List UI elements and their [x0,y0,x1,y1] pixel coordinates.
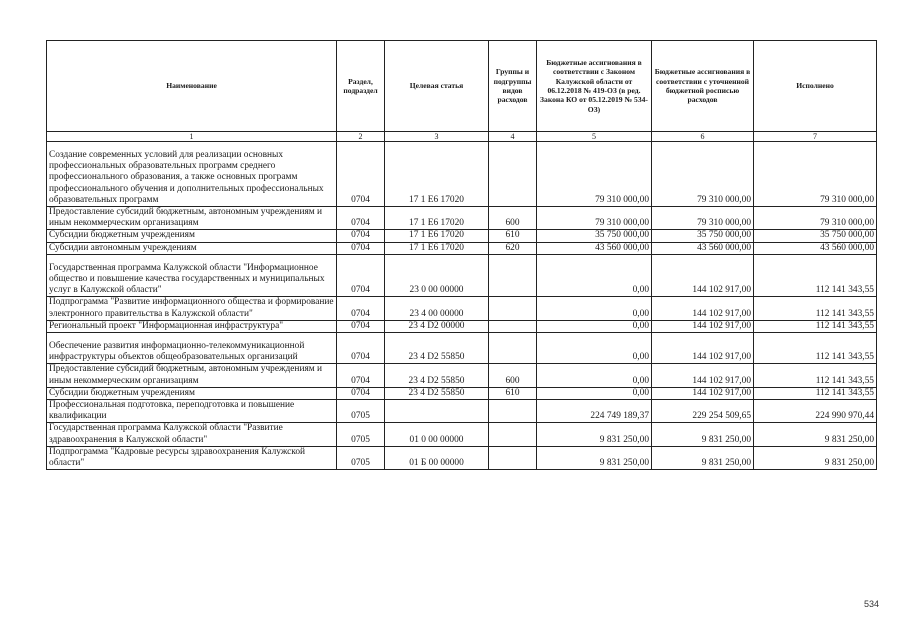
page-number: 534 [864,599,880,609]
header-row [47,41,877,132]
row-name: Региональный проект "Информационная инфраструктура" [47,320,337,332]
budget-table [46,40,877,470]
table-row [47,207,877,230]
row-section: 0705 [337,446,385,469]
row-refined-amount: 79 310 000,00 [652,207,754,230]
row-law-amount: 0,00 [537,333,652,364]
row-executed-amount: 35 750 000,00 [754,230,877,242]
row-target: 23 4 D2 00000 [385,320,489,332]
row-refined-amount: 9 831 250,00 [652,446,754,469]
row-executed-amount: 112 141 343,55 [754,297,877,320]
row-refined-amount: 144 102 917,00 [652,320,754,332]
column-number: 1 [47,132,337,142]
row-law-amount: 35 750 000,00 [537,230,652,242]
row-refined-amount: 144 102 917,00 [652,333,754,364]
row-name: Создание современных условий для реализации основных профессиональных образовательных программ среднего профессионального образования, а также основных программ профессионального обучения и дополнительных профессиональных образовательных программ [47,142,337,207]
row-law-amount: 224 749 189,37 [537,400,652,423]
column-number: 5 [537,132,652,142]
row-law-amount: 0,00 [537,297,652,320]
row-refined-amount: 43 560 000,00 [652,242,754,254]
row-refined-amount: 9 831 250,00 [652,423,754,446]
row-name: Предоставление субсидий бюджетным, автономным учреждениям и иным некоммерческим организациям [47,364,337,387]
header-refined: Бюджетные ассигнования в соответствии с уточненной бюджетной росписью расходов [652,41,754,132]
row-name: Субсидии бюджетным учреждениям [47,230,337,242]
row-target: 23 4 D2 55850 [385,364,489,387]
table-row [47,364,877,387]
table-row [47,333,877,364]
row-section: 0704 [337,333,385,364]
row-name: Предоставление субсидий бюджетным, автономным учреждениям и иным некоммерческим организациям [47,207,337,230]
row-law-amount: 79 310 000,00 [537,142,652,207]
row-target: 17 1 Е6 17020 [385,207,489,230]
row-group [489,446,537,469]
row-target: 17 1 Е6 17020 [385,242,489,254]
row-section: 0704 [337,320,385,332]
row-executed-amount: 9 831 250,00 [754,423,877,446]
table-row [47,297,877,320]
row-refined-amount: 144 102 917,00 [652,297,754,320]
row-group [489,320,537,332]
header-law: Бюджетные ассигнования в соответствии с Законом Калужской области от 06.12.2018 № 419-ОЗ (в ред. Закона КО от 05.12.2019 № 534-ОЗ) [537,41,652,132]
row-name: Государственная программа Калужской области "Развитие здравоохранения в Калужской области" [47,423,337,446]
row-group: 610 [489,387,537,399]
row-group [489,297,537,320]
row-law-amount: 9 831 250,00 [537,423,652,446]
header-name: Наименование [47,41,337,132]
column-number-row [47,132,877,142]
row-law-amount: 0,00 [537,254,652,297]
row-refined-amount: 35 750 000,00 [652,230,754,242]
row-name: Субсидии бюджетным учреждениям [47,387,337,399]
row-target: 23 4 D2 55850 [385,387,489,399]
row-executed-amount: 112 141 343,55 [754,320,877,332]
row-section: 0704 [337,230,385,242]
row-section: 0704 [337,254,385,297]
table-row [47,387,877,399]
row-target: 23 4 00 00000 [385,297,489,320]
row-group [489,423,537,446]
row-executed-amount: 79 310 000,00 [754,142,877,207]
header-section: Раздел, подраздел [337,41,385,132]
row-section: 0704 [337,387,385,399]
column-number: 2 [337,132,385,142]
row-refined-amount: 144 102 917,00 [652,364,754,387]
row-executed-amount: 79 310 000,00 [754,207,877,230]
row-executed-amount: 112 141 343,55 [754,254,877,297]
row-executed-amount: 112 141 343,55 [754,387,877,399]
row-executed-amount: 112 141 343,55 [754,364,877,387]
row-refined-amount: 144 102 917,00 [652,387,754,399]
row-section: 0704 [337,364,385,387]
row-section: 0704 [337,297,385,320]
row-group: 600 [489,207,537,230]
header-groups: Группы и подгруппы видов расходов [489,41,537,132]
column-number: 4 [489,132,537,142]
table-row [47,423,877,446]
row-group [489,400,537,423]
table-row [47,242,877,254]
row-section: 0704 [337,142,385,207]
table-row [47,400,877,423]
table-row [47,230,877,242]
header-executed: Исполнено [754,41,877,132]
row-refined-amount: 144 102 917,00 [652,254,754,297]
row-section: 0704 [337,207,385,230]
row-group [489,142,537,207]
row-law-amount: 0,00 [537,364,652,387]
column-number: 3 [385,132,489,142]
row-target: 17 1 Е6 17020 [385,230,489,242]
row-target: 17 1 Е6 17020 [385,142,489,207]
table-row [47,254,877,297]
row-law-amount: 9 831 250,00 [537,446,652,469]
row-section: 0705 [337,423,385,446]
row-target: 01 0 00 00000 [385,423,489,446]
row-group [489,254,537,297]
row-name: Государственная программа Калужской области "Информационное общество и повышение качества государственных и муниципальных услуг в Калужской области" [47,254,337,297]
row-target: 23 0 00 00000 [385,254,489,297]
row-group: 620 [489,242,537,254]
row-executed-amount: 9 831 250,00 [754,446,877,469]
table-row [47,320,877,332]
row-refined-amount: 79 310 000,00 [652,142,754,207]
row-target: 23 4 D2 55850 [385,333,489,364]
row-law-amount: 79 310 000,00 [537,207,652,230]
row-name: Подпрограмма "Развитие информационного общества и формирование электронного правительства в Калужской области" [47,297,337,320]
row-name: Профессиональная подготовка, переподготовка и повышение квалификации [47,400,337,423]
row-group: 610 [489,230,537,242]
row-executed-amount: 224 990 970,44 [754,400,877,423]
row-name: Субсидии автономным учреждениям [47,242,337,254]
column-number: 7 [754,132,877,142]
row-name: Обеспечение развития информационно-телекоммуникационной инфраструктуры объектов общеобразовательных организаций [47,333,337,364]
row-law-amount: 0,00 [537,387,652,399]
row-refined-amount: 229 254 509,65 [652,400,754,423]
row-executed-amount: 43 560 000,00 [754,242,877,254]
row-section: 0704 [337,242,385,254]
row-law-amount: 0,00 [537,320,652,332]
row-law-amount: 43 560 000,00 [537,242,652,254]
row-group: 600 [489,364,537,387]
row-group [489,333,537,364]
row-section: 0705 [337,400,385,423]
row-target [385,400,489,423]
row-target: 01 Б 00 00000 [385,446,489,469]
table-row [47,446,877,469]
row-executed-amount: 112 141 343,55 [754,333,877,364]
table-row [47,142,877,207]
column-number: 6 [652,132,754,142]
row-name: Подпрограмма "Кадровые ресурсы здравоохранения Калужской области" [47,446,337,469]
header-target: Целевая статья [385,41,489,132]
